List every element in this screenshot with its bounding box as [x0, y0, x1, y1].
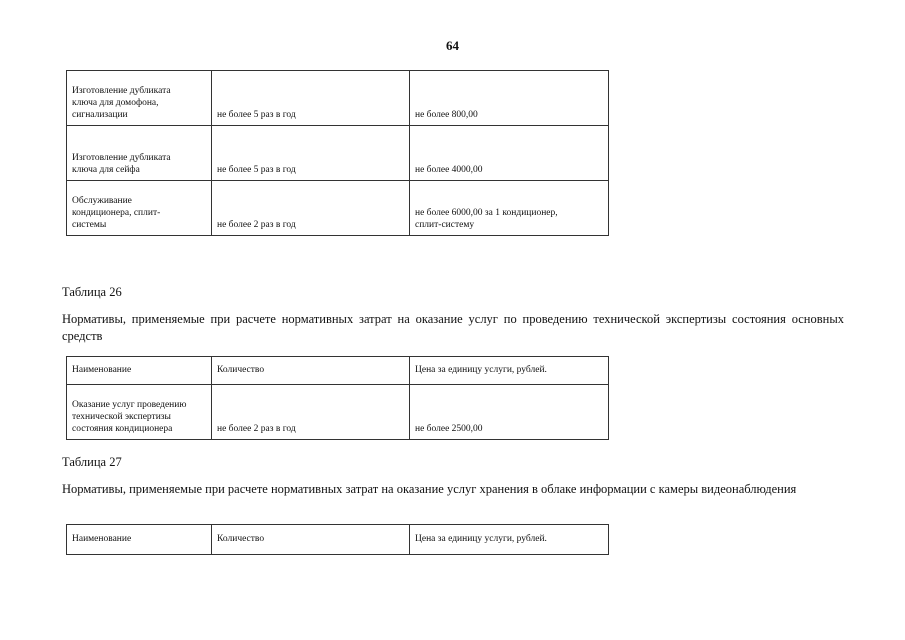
- table-row: [67, 126, 609, 181]
- service-name-cell: Изготовление дубликата ключа для сейфа: [67, 126, 212, 181]
- table-row: [67, 71, 609, 126]
- price-cell: не более 4000,00: [410, 126, 609, 181]
- price-cell: не более 6000,00 за 1 кондиционер, сплит-систему: [410, 181, 609, 236]
- table-26-label: Таблица 26: [62, 285, 122, 299]
- quantity-cell: не более 2 раз в год: [212, 385, 410, 440]
- service-name-cell: Изготовление дубликата ключа для домофона, сигнализации: [67, 71, 212, 126]
- price-cell: не более 800,00: [410, 71, 609, 126]
- quantity-cell: не более 5 раз в год: [212, 126, 410, 181]
- table-26: [66, 356, 609, 440]
- table-27-label: Таблица 27: [62, 455, 122, 469]
- service-name-cell: Обслуживание кондиционера, сплит- системы: [67, 181, 212, 236]
- column-header-quantity: Количество: [212, 525, 410, 555]
- price-cell: не более 2500,00: [410, 385, 609, 440]
- column-header-price: Цена за единицу услуги, рублей.: [410, 525, 609, 555]
- page-number: 64: [446, 38, 459, 53]
- column-header-name: Наименование: [67, 357, 212, 385]
- quantity-cell: не более 2 раз в год: [212, 181, 410, 236]
- service-name-cell: Оказание услуг проведению технической экспертизы состояния кондиционера: [67, 385, 212, 440]
- table-27: [66, 524, 609, 555]
- table-header-row: [67, 357, 609, 385]
- services-table-continued: [66, 70, 609, 236]
- column-header-name: Наименование: [67, 525, 212, 555]
- column-header-quantity: Количество: [212, 357, 410, 385]
- table-row: [67, 385, 609, 440]
- column-header-price: Цена за единицу услуги, рублей.: [410, 357, 609, 385]
- quantity-cell: не более 5 раз в год: [212, 71, 410, 126]
- table-row: [67, 181, 609, 236]
- table-header-row: [67, 525, 609, 555]
- table-26-caption: Нормативы, применяемые при расчете нормативных затрат на оказание услуг по проведению технической экспертизы состояния основных средств: [62, 312, 844, 343]
- table-27-caption: Нормативы, применяемые при расчете нормативных затрат на оказание услуг хранения в облаке информации с камеры видеонаблюдения: [62, 482, 797, 496]
